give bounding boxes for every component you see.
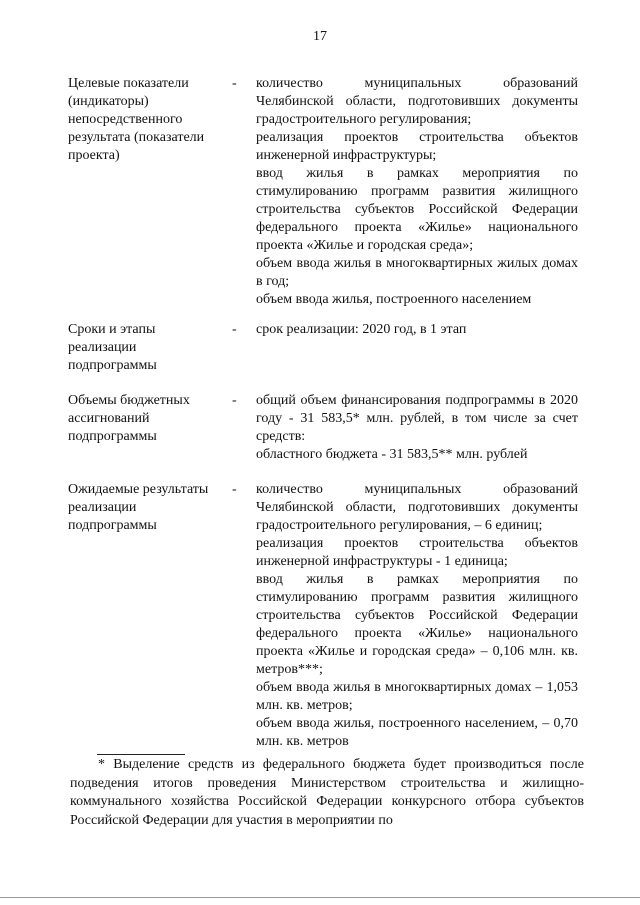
- row-dash: -: [232, 482, 237, 497]
- row-value: [256, 392, 578, 464]
- value-paragraph: количество муниципальных образований Челябинской области, подготовивших документы градостроительного регулирования, – 6 единиц;: [256, 482, 578, 533]
- footnote: * Выделение средств из федерального бюджета будет производиться после подведения итогов проведения Министерством строительства и жилищно-коммунального хозяйства Российской Федерации конкурсного отбора субъектов Российской Федерации для участия в мероприятии по: [70, 757, 584, 828]
- row-label: Сроки и этапы реализации подпрограммы: [68, 322, 157, 373]
- value-paragraph: объем ввода жилья в многоквартирных жилых домах в год;: [256, 256, 578, 289]
- row-label: Целевые показатели (индикаторы) непосредственного результата (показатели проекта): [68, 76, 205, 163]
- value-paragraph: объем ввода жилья, построенного населением: [256, 292, 532, 307]
- value-paragraph: срок реализации: 2020 год, в 1 этап: [256, 322, 467, 337]
- row-value: [256, 321, 578, 339]
- page-bottom-edge: [0, 897, 640, 898]
- value-paragraph: количество муниципальных образований Челябинской области, подготовивших документы градостроительного регулирования;: [256, 76, 578, 127]
- row-label: Ожидаемые результаты реализации подпрограммы: [68, 482, 209, 533]
- row-value: [256, 75, 578, 309]
- row-value: [256, 481, 578, 751]
- row-label: Объемы бюджетных ассигнований подпрограммы: [68, 393, 190, 444]
- value-paragraph: ввод жилья в рамках мероприятия по стимулированию программ развития жилищного строительства субъектов Российской Федерации федерального проекта «Жилье» национального проекта «Жилье и городская среда» – 0,106 млн. кв. метров***;: [256, 572, 578, 677]
- page-number: 17: [313, 29, 327, 44]
- footnote-separator: [97, 754, 185, 755]
- value-paragraph: ввод жилья в рамках мероприятия по стимулированию программ развития жилищного строительства субъектов Российской Федерации федерального проекта «Жилье» национального проекта «Жилье и городская среда»;: [256, 166, 578, 253]
- value-paragraph: объем ввода жилья, построенного населением, – 0,70 млн. кв. метров: [256, 716, 578, 749]
- row-dash: -: [232, 76, 237, 91]
- value-paragraph: областного бюджета - 31 583,5** млн. рублей: [256, 447, 528, 462]
- value-paragraph: объем ввода жилья в многоквартирных домах – 1,053 млн. кв. метров;: [256, 680, 578, 713]
- value-paragraph: реализация проектов строительства объектов инженерной инфраструктуры;: [256, 130, 578, 163]
- row-dash: -: [232, 393, 237, 408]
- value-paragraph: общий объем финансирования подпрограммы в 2020 году - 31 583,5* млн. рублей, в том числе за счет средств:: [256, 393, 578, 444]
- value-paragraph: реализация проектов строительства объектов инженерной инфраструктуры - 1 единица;: [256, 536, 578, 569]
- row-dash: -: [232, 322, 237, 337]
